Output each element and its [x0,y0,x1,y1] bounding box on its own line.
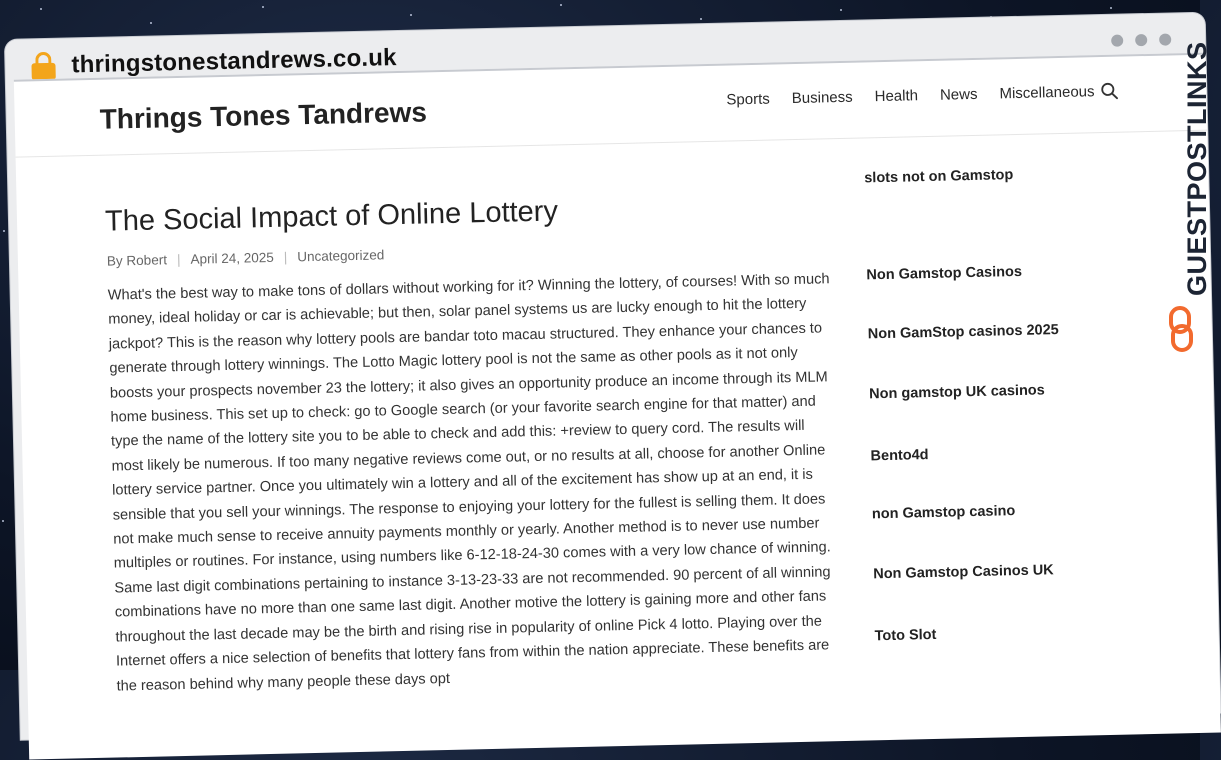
sidebar-link[interactable]: slots not on Gamstop [864,167,1014,187]
sidebar-link[interactable]: non Gamstop casino [871,503,1016,523]
site-title[interactable]: Thrings Tones Tandrews [99,96,428,135]
chain-link-icon [1168,306,1194,352]
meta-divider: | [176,251,181,268]
window-dot-icon[interactable] [1159,33,1171,45]
post-date[interactable]: April 24, 2025 [190,249,274,267]
nav-item-business[interactable]: Business [791,88,853,108]
post-title: The Social Impact of Online Lottery [104,195,559,238]
nav-item-miscellaneous[interactable]: Miscellaneous [999,83,1095,103]
sidebar-link[interactable]: Non gamstop UK casinos [868,382,1045,403]
browser-chrome [5,13,1221,740]
url-text[interactable]: thringstonestandrews.co.uk [71,44,397,79]
window-dot-icon[interactable] [1135,34,1147,46]
sidebar-link[interactable]: Non Gamstop Casinos [866,263,1023,284]
watermark-text: GUESTPOSTLINKS [1182,41,1212,296]
web-page [14,53,1221,760]
nav-item-health[interactable]: Health [874,87,919,106]
post-category[interactable]: Uncategorized [297,247,385,265]
guestpostlinks-watermark [1160,41,1212,358]
nav-item-sports[interactable]: Sports [726,90,770,109]
nav-item-news[interactable]: News [939,85,978,104]
sidebar-link[interactable]: Toto Slot [874,626,937,645]
post-body: What's the best way to make tons of dollars without working for it? Winning the lottery, of courses! With so much money, ideal holiday or car is achievable; but then, solar panel systems us are lucky enough to hit the lottery jackpot? This is the reason why lottery pools are bandar toto macau structured. They enhance your chances to generate through lottery winnings. The Lotto Magic lottery pool is not the same as other pools as it not only boosts your prospects november 23 the lottery; it also gives an opportunity produce an income through its MLM home business. This set up to check: go to Google search (or your favorite search engine for that matter) and type the name of the lottery site you to be able to check and add this: +review to query cord. The results will most likely be numerous. If too many negative reviews come out, or no results at all, choose for another Online lottery service partner. Once you ultimately win a lottery and all of the excitement has show up at an end, it is sensible that you sell your winnings. The response to enjoying your lottery for the fullest is selling them. It does not make much sense to receive annuity payments monthly or yearly. Another method is to never use number multiples or routines. For instance, using numbers like 6-12-18-24-30 comes with a very low chance of winning. Same last digit combinations pertaining to instance 3-13-23-33 are not recommended. 90 percent of all winning combinations have no more than one same last digit. Another motive the lottery is gaining more and other fans throughout the last decade may be the birth and rising rise in popularity of online Pick 4 lotto. Playing over the Internet offers a nice selection of benefits that lottery fans from within the nation appreciate. These benefits are the reason behind why many people these days opt [107,271,831,695]
post-author[interactable]: By Robert [106,252,168,269]
window-controls [1111,33,1171,46]
post-meta [107,247,385,268]
window-dot-icon[interactable] [1111,35,1123,47]
sidebar-link[interactable]: Non GamStop casinos 2025 [867,322,1059,343]
sidebar-link[interactable]: Bento4d [870,447,929,465]
main-nav [726,83,1094,108]
sidebar-link[interactable]: Non Gamstop Casinos UK [873,562,1054,583]
meta-divider: | [283,249,288,265]
lock-icon [31,52,56,81]
search-icon[interactable] [1100,82,1118,100]
